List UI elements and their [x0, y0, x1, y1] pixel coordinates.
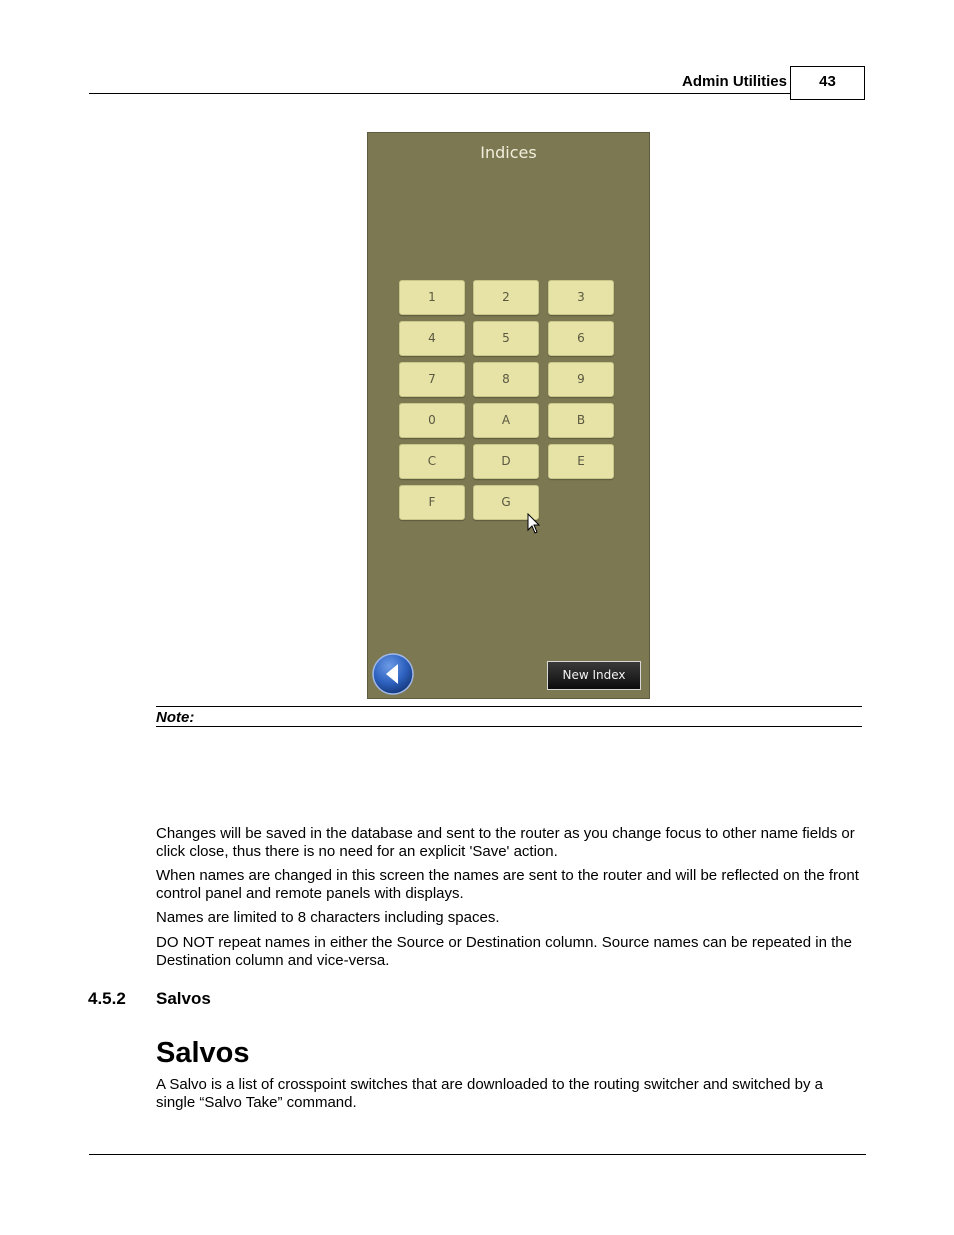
- index-key-4[interactable]: 4: [399, 321, 465, 356]
- index-key-0[interactable]: 0: [399, 403, 465, 438]
- section-number: 4.5.2: [88, 989, 126, 1008]
- index-key-f[interactable]: F: [399, 485, 465, 520]
- index-key-a[interactable]: A: [473, 403, 539, 438]
- page-number: 43: [790, 66, 865, 100]
- note-bottom-rule: [156, 726, 862, 727]
- index-key-8[interactable]: 8: [473, 362, 539, 397]
- index-key-6[interactable]: 6: [548, 321, 614, 356]
- back-arrow-icon[interactable]: [371, 652, 415, 696]
- index-key-7[interactable]: 7: [399, 362, 465, 397]
- index-key-b[interactable]: B: [548, 403, 614, 438]
- paragraph-name-limit: Names are limited to 8 characters including spaces.: [156, 909, 500, 926]
- footer-rule: [89, 1154, 866, 1155]
- index-key-d[interactable]: D: [473, 444, 539, 479]
- paragraph-no-repeat: DO NOT repeat names in either the Source or Destination column. Source names can be repeated in the Destination column and vice-versa.: [156, 934, 852, 969]
- salvos-intro: A Salvo is a list of crosspoint switches that are downloaded to the routing switcher and switched by a single “Salvo Take” command.: [156, 1076, 824, 1111]
- index-key-5[interactable]: 5: [473, 321, 539, 356]
- new-index-button[interactable]: New Index: [547, 661, 641, 690]
- header-rule: [89, 93, 790, 94]
- note-label: Note:: [156, 709, 195, 726]
- index-key-c[interactable]: C: [399, 444, 465, 479]
- mouse-cursor-icon: [527, 513, 541, 535]
- salvos-heading: Salvos: [156, 1037, 250, 1069]
- index-key-9[interactable]: 9: [548, 362, 614, 397]
- index-key-3[interactable]: 3: [548, 280, 614, 315]
- paragraph-save-behavior: Changes will be saved in the database and sent to the router as you change focus to other name fields or click close, thus there is no need for an explicit 'Save' action.: [156, 825, 855, 860]
- paragraph-name-propagation: When names are changed in this screen the names are sent to the router and will be reflected on the front control panel and remote panels with displays.: [156, 867, 859, 902]
- indices-title: Indices: [480, 143, 537, 162]
- index-key-1[interactable]: 1: [399, 280, 465, 315]
- section-title: Salvos: [156, 989, 211, 1008]
- note-top-rule: [156, 706, 862, 707]
- running-header-title: Admin Utilities: [681, 73, 787, 90]
- indices-screenshot: [367, 132, 650, 699]
- index-key-2[interactable]: 2: [473, 280, 539, 315]
- index-key-g[interactable]: G: [473, 485, 539, 520]
- index-key-e[interactable]: E: [548, 444, 614, 479]
